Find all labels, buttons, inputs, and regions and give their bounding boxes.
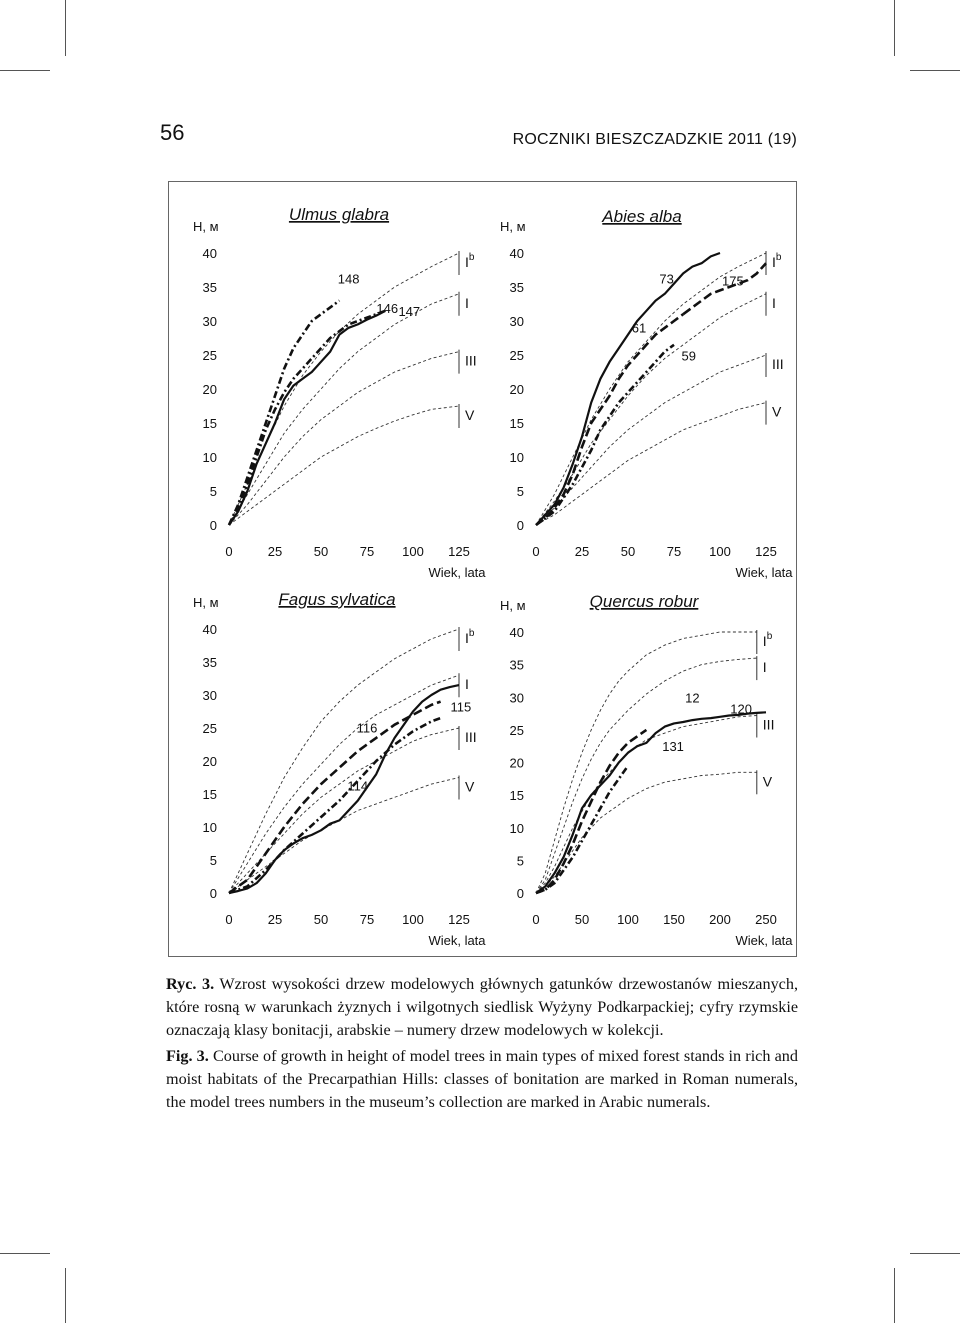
class-curve [229, 629, 459, 893]
figure-charts [169, 182, 795, 955]
y-tick-label: 15 [509, 416, 524, 431]
y-tick-label: 10 [509, 820, 524, 836]
y-axis-label: H, м [193, 219, 219, 234]
class-label: $I^b$ [772, 252, 782, 270]
crop-mark [894, 1268, 895, 1323]
crop-mark [910, 1253, 960, 1254]
y-tick-label: 0 [209, 886, 217, 901]
crop-mark [910, 70, 960, 71]
x-tick-label: 0 [532, 912, 540, 927]
class-label: V [465, 778, 475, 795]
caption-polish-text: Wzrost wysokości drzew modelowych głównych gatunków drzewostanów mieszanych, które rosną w warunkach żyznych i wilgotnych siedlisk Wyżyny Podkarpackiej; cyfry rzymskie oznaczają klasy bonitacji, arabskie – numery drzew modelowych w kolekcji. [166, 975, 798, 1039]
tree-curve-175 [683, 263, 766, 314]
page-number: 56 [160, 120, 185, 145]
class-curve [536, 253, 766, 525]
caption-english-text: Course of growth in height of model trees in main types of mixed forest stands in rich and moist habitats of the Precarpathian Hills: classes of bonitation are marked in Roman numerals, the model trees numbers in the museum’s collection are marked in Arabic numerals. [166, 1047, 798, 1111]
tree-curve-115 [229, 718, 441, 893]
class-curve [536, 658, 757, 893]
class-label: I [772, 294, 776, 311]
y-tick-label: 20 [202, 382, 217, 397]
figure-frame [168, 181, 797, 957]
tree-number-label: 115 [450, 699, 472, 715]
class-curve [536, 294, 766, 525]
x-tick-label: 200 [709, 912, 731, 927]
class-curve [536, 355, 766, 525]
x-axis-label: Wiek, lata [428, 565, 486, 580]
class-curve [229, 253, 459, 525]
x-tick-label: 0 [225, 544, 233, 559]
x-tick-label: 75 [359, 912, 375, 927]
x-tick-label: 250 [755, 912, 777, 927]
y-tick-label: 5 [209, 484, 217, 499]
y-tick-label: 15 [202, 787, 217, 802]
tree-number-label: 146 [376, 300, 399, 316]
class-curve [536, 403, 766, 525]
y-tick-label: 20 [509, 382, 524, 397]
x-tick-label: 0 [532, 544, 540, 559]
y-tick-label: 25 [509, 722, 524, 738]
y-tick-label: 10 [509, 450, 524, 465]
y-axis-label: H, м [193, 595, 219, 610]
tree-curve-120 [536, 766, 628, 893]
chart-title: Abies alba [602, 207, 682, 226]
class-label: III [772, 356, 784, 372]
caption-polish [166, 973, 798, 1042]
figure-caption [166, 973, 798, 1117]
tree-number-label: 59 [681, 348, 696, 364]
class-label: $I^b$ [465, 628, 475, 646]
class-curve [536, 772, 757, 893]
y-tick-label: 40 [202, 622, 217, 637]
caption-english-label: Fig. 3. [166, 1047, 209, 1065]
y-tick-label: 30 [509, 314, 524, 329]
y-axis-label: H, м [500, 598, 526, 613]
y-tick-label: 0 [516, 518, 524, 533]
y-tick-label: 0 [209, 518, 217, 533]
x-tick-label: 100 [402, 544, 424, 559]
chart-title: Quercus robur [589, 592, 699, 611]
class-curve [229, 294, 459, 525]
class-label: III [465, 352, 477, 369]
x-tick-label: 25 [574, 544, 590, 559]
caption-english [166, 1045, 798, 1114]
tree-curve-114 [229, 685, 459, 893]
tree-curve-147 [229, 311, 385, 525]
y-tick-label: 40 [509, 625, 524, 640]
tree-curve-148 [229, 301, 339, 525]
y-tick-label: 35 [509, 280, 524, 295]
crop-mark [894, 0, 895, 56]
tree-number-label: 175 [722, 273, 744, 289]
y-tick-label: 30 [202, 688, 217, 703]
class-curve [229, 675, 459, 893]
y-tick-label: 20 [202, 754, 217, 769]
crop-mark [65, 1268, 66, 1323]
tree-number-label: 114 [347, 778, 369, 794]
y-tick-label: 25 [202, 348, 217, 363]
crop-mark [0, 1253, 50, 1254]
chart-title: Ulmus glabra [288, 205, 390, 224]
tree-curve-146 [229, 311, 385, 525]
x-tick-label: 150 [663, 912, 685, 927]
class-label: I [762, 659, 767, 676]
journal-title: ROCZNIKI BIESZCZADZKIE 2011 (19) [512, 131, 797, 148]
tree-curve-12 [536, 730, 646, 893]
class-label: V [762, 773, 773, 790]
y-tick-label: 30 [202, 314, 217, 329]
class-label: V [772, 403, 782, 420]
y-tick-label: 35 [202, 655, 217, 670]
y-tick-label: 35 [509, 657, 524, 673]
x-tick-label: 50 [313, 912, 329, 927]
tree-curve-131 [536, 712, 766, 893]
x-axis-label: Wiek, lata [428, 933, 486, 948]
x-axis-label: Wiek, lata [735, 933, 793, 948]
y-tick-label: 40 [509, 246, 524, 261]
tree-number-label: 116 [356, 720, 378, 736]
x-tick-label: 25 [267, 544, 283, 559]
y-tick-label: 0 [516, 886, 524, 901]
crop-mark [0, 70, 50, 71]
y-tick-label: 10 [202, 820, 217, 835]
x-tick-label: 125 [448, 544, 470, 559]
y-tick-label: 30 [509, 690, 524, 706]
tree-curve-116 [229, 702, 441, 893]
class-label: III [762, 716, 775, 733]
class-curve [229, 728, 459, 893]
tree-number-label: 131 [662, 738, 684, 754]
y-axis-label: H, м [500, 219, 526, 234]
crop-mark [65, 0, 66, 56]
y-tick-label: 10 [202, 450, 217, 465]
x-tick-label: 125 [448, 912, 470, 927]
x-tick-label: 75 [666, 544, 682, 559]
x-tick-label: 75 [359, 544, 375, 559]
class-label: $I^b$ [762, 631, 773, 649]
caption-polish-label: Ryc. 3. [166, 975, 215, 993]
tree-number-label: 61 [631, 320, 647, 336]
y-tick-label: 15 [509, 788, 524, 804]
class-label: I [465, 676, 469, 693]
y-tick-label: 20 [509, 755, 524, 771]
class-label: III [465, 729, 477, 745]
x-tick-label: 100 [617, 912, 639, 927]
x-tick-label: 100 [402, 912, 424, 927]
y-tick-label: 5 [209, 853, 217, 868]
y-tick-label: 25 [202, 721, 217, 736]
y-tick-label: 5 [516, 484, 524, 499]
y-tick-label: 40 [202, 246, 217, 261]
tree-number-label: 147 [398, 304, 421, 320]
x-tick-label: 50 [313, 544, 329, 559]
x-tick-label: 50 [574, 912, 590, 927]
x-tick-label: 0 [225, 912, 233, 927]
x-tick-label: 100 [709, 544, 731, 559]
tree-number-label: 120 [730, 701, 753, 717]
chart-title: Fagus sylvatica [278, 590, 396, 609]
class-curve [229, 406, 459, 525]
x-tick-label: 50 [620, 544, 636, 559]
x-axis-label: Wiek, lata [735, 565, 793, 580]
x-tick-label: 125 [755, 544, 777, 559]
y-tick-label: 15 [202, 416, 217, 431]
x-tick-label: 25 [267, 912, 283, 927]
tree-number-label: 12 [685, 690, 700, 706]
class-label: I [465, 294, 469, 311]
y-tick-label: 35 [202, 280, 217, 295]
tree-number-label: 148 [337, 271, 360, 287]
tree-curve-73 [536, 253, 720, 525]
y-tick-label: 5 [516, 853, 524, 869]
class-label: $I^b$ [465, 252, 475, 270]
tree-number-label: 73 [659, 271, 674, 287]
y-tick-label: 25 [509, 348, 524, 363]
class-label: V [465, 407, 475, 423]
